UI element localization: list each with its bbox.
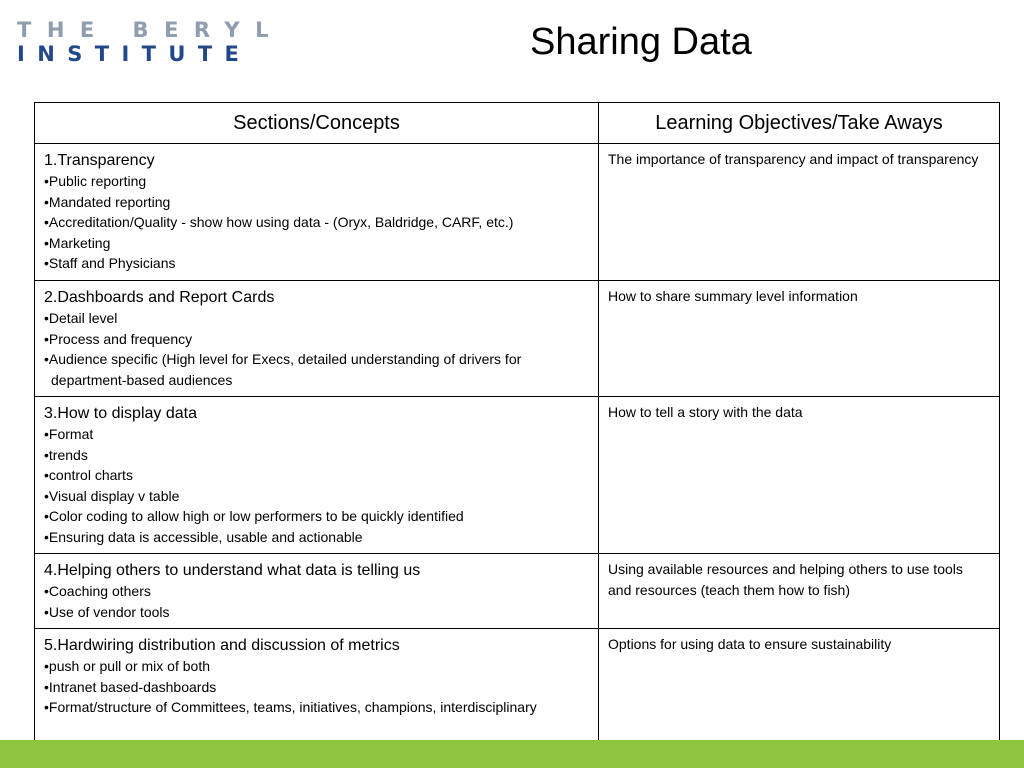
bullet-item: • Intranet based-dashboards (44, 677, 589, 698)
bullet-item: • control charts (44, 465, 589, 486)
header-learning-objectives: Learning Objectives/Take Aways (599, 103, 1000, 144)
bullet-list (44, 581, 589, 622)
objective-text: Options for using data to ensure sustainability (608, 636, 892, 652)
objective-text: How to share summary level information (608, 288, 858, 304)
slide-title: Sharing Data (530, 21, 752, 63)
bullet-item: • Format/structure of Committees, teams, initiatives, champions, interdisciplinary (44, 697, 589, 718)
bullet-item: • Visual display v table (44, 486, 589, 507)
objective-cell (599, 629, 1000, 745)
objective-text: Using available resources and helping others to use tools and resources (teach them how to fish) (608, 561, 963, 598)
table-header-row (35, 103, 1000, 144)
section-title: 1.Transparency (44, 152, 155, 169)
section-title: 5.Hardwiring distribution and discussion of metrics (44, 637, 400, 654)
bottom-accent-bar (0, 740, 1024, 768)
bullet-item: • Detail level (44, 308, 589, 329)
bullet-item: • Use of vendor tools (44, 602, 589, 623)
bullet-item: • Marketing (44, 233, 589, 254)
section-title: 3.How to display data (44, 405, 197, 422)
section-cell (35, 629, 599, 745)
bullet-list (44, 424, 589, 547)
table-row (35, 281, 1000, 397)
bullet-item: • push or pull or mix of both (44, 656, 589, 677)
bullet-item: • Coaching others (44, 581, 589, 602)
logo-line-2: INSTITUTE (17, 42, 252, 66)
table-row (35, 554, 1000, 629)
curriculum-table (34, 102, 1000, 745)
table-row (35, 629, 1000, 745)
header-sections-concepts: Sections/Concepts (35, 103, 599, 144)
logo-line-1: THE BERYL (17, 18, 285, 42)
objective-cell (599, 554, 1000, 629)
section-title: 2.Dashboards and Report Cards (44, 289, 275, 306)
table-row (35, 397, 1000, 554)
bullet-item: • trends (44, 445, 589, 466)
section-cell (35, 144, 599, 281)
bullet-item: • Staff and Physicians (44, 253, 589, 274)
beryl-institute-logo (17, 18, 285, 68)
bullet-item: • Accreditation/Quality - show how using data - (Oryx, Baldridge, CARF, etc.) (44, 212, 589, 233)
objective-text: The importance of transparency and impact of transparency (608, 151, 979, 167)
bullet-item: • Ensuring data is accessible, usable and actionable (44, 527, 589, 548)
bullet-item: • Color coding to allow high or low performers to be quickly identified (44, 506, 589, 527)
objective-cell (599, 397, 1000, 554)
bullet-item: • Audience specific (High level for Execs, detailed understanding of drivers for department-based audiences (44, 349, 589, 390)
bullet-item: • Public reporting (44, 171, 589, 192)
section-cell (35, 397, 599, 554)
section-cell (35, 554, 599, 629)
bullet-list (44, 308, 589, 390)
section-cell (35, 281, 599, 397)
bullet-item: • Process and frequency (44, 329, 589, 350)
objective-cell (599, 281, 1000, 397)
objective-text: How to tell a story with the data (608, 404, 803, 420)
bullet-item: • Mandated reporting (44, 192, 589, 213)
bullet-item: • Format (44, 424, 589, 445)
table-row (35, 144, 1000, 281)
objective-cell (599, 144, 1000, 281)
bullet-list (44, 171, 589, 274)
bullet-list (44, 656, 589, 718)
section-title: 4.Helping others to understand what data is telling us (44, 562, 421, 579)
